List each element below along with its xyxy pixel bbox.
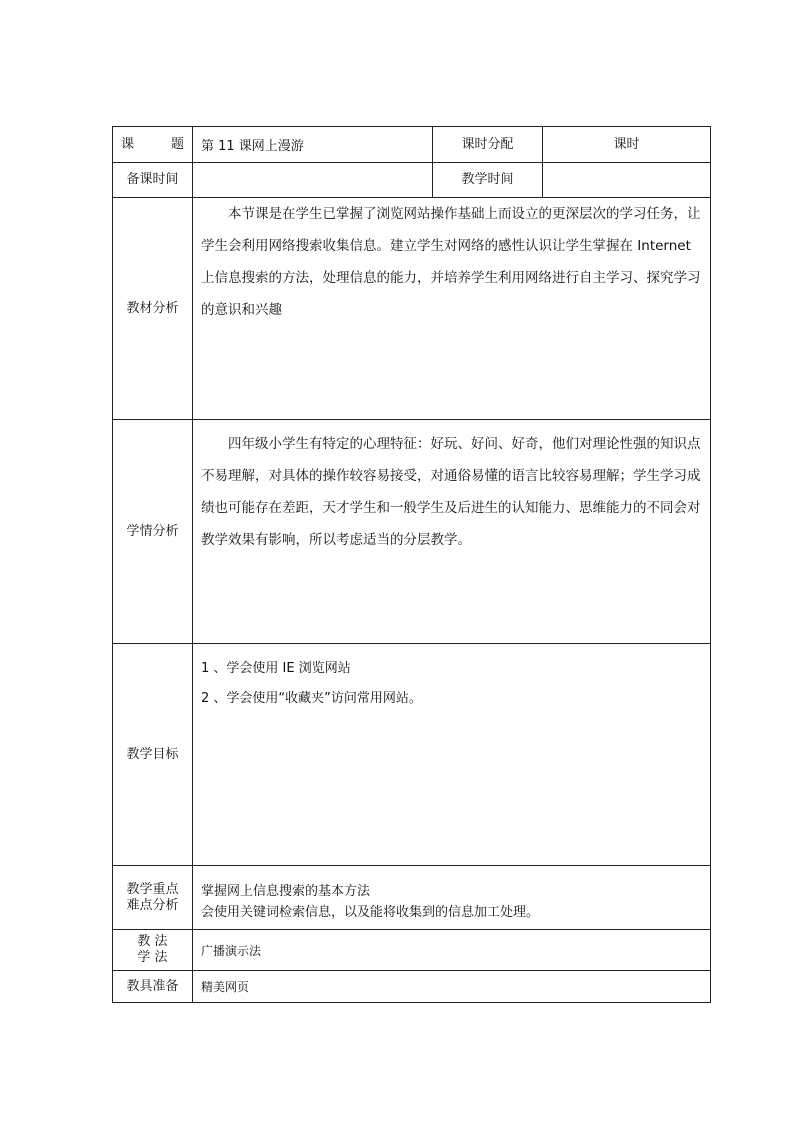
topic-label-cell [113,127,193,163]
tools-value: 精美网页 [201,980,250,994]
key-points-label-line1: 教学重点 [126,881,179,897]
teaching-goals-cell [193,644,711,866]
key-points-label-cell [113,866,193,930]
goal-item: 1 、学会使用 IE 浏览网站 [201,661,351,676]
teach-time-value [543,163,711,198]
key-points-label-line2: 难点分析 [126,897,179,913]
teaching-goals-row [113,644,711,866]
material-analysis-text: 本节课是在学生已掌握了浏览网站操作基础上而设立的更深层次的学习任务，让学生会利用网络搜索收集信息。建立学生对网络的感性认识让学生掌握在 Internet 上信息搜索的方法，处理信息的能力，并培养学生利用网络进行自主学习、探究学习的意识和兴趣 [201,206,701,318]
material-analysis-cell [193,198,711,420]
goal-item: 2 、学会使用“收藏夹”访问常用网站。 [201,691,422,706]
methods-label-cell [113,930,193,971]
lesson-plan-table [112,126,711,1003]
methods-cell [193,930,711,971]
tools-row [113,971,711,1003]
student-analysis-label: 学情分析 [113,420,193,644]
tools-cell [193,971,711,1003]
key-points-row [113,866,711,930]
time-allocation-value: 课时 [543,127,711,163]
key-point-line: 掌握网上信息搜索的基本方法 [201,884,371,899]
teach-time-label: 教学时间 [433,163,543,198]
teaching-method-label: 教 法 [137,934,168,949]
student-analysis-cell [193,420,711,644]
difficulty-line: 会使用关键词检索信息，以及能将收集到的信息加工处理。 [201,905,540,920]
topic-label-a: 课 [121,136,135,152]
lesson-title: 第 11 课网上漫游 [201,139,304,154]
prep-time-row [113,163,711,198]
methods-value: 广播演示法 [201,943,262,958]
material-analysis-row [113,198,711,420]
learning-method-label: 学 法 [137,950,168,965]
topic-label-b: 题 [170,136,184,152]
topic-value-cell [193,127,433,163]
student-analysis-row [113,420,711,644]
methods-row [113,930,711,971]
time-allocation-label: 课时分配 [433,127,543,163]
key-points-cell [193,866,711,930]
prep-time-label: 备课时间 [113,163,193,198]
topic-row [113,127,711,163]
teaching-goals-label: 教学目标 [113,644,193,866]
prep-time-value [193,163,433,198]
material-analysis-label: 教材分析 [113,198,193,420]
student-analysis-text: 四年级小学生有特定的心理特征：好玩、好问、好奇，他们对理论性强的知识点不易理解，对具体的操作较容易接受，对通俗易懂的语言比较容易理解；学生学习成绩也可能存在差距，天才学生和一般学生及后进生的认知能力、思维能力的不同会对教学效果有影响，所以考虑适当的分层教学。 [201,436,701,548]
tools-label: 教具准备 [113,971,193,1003]
